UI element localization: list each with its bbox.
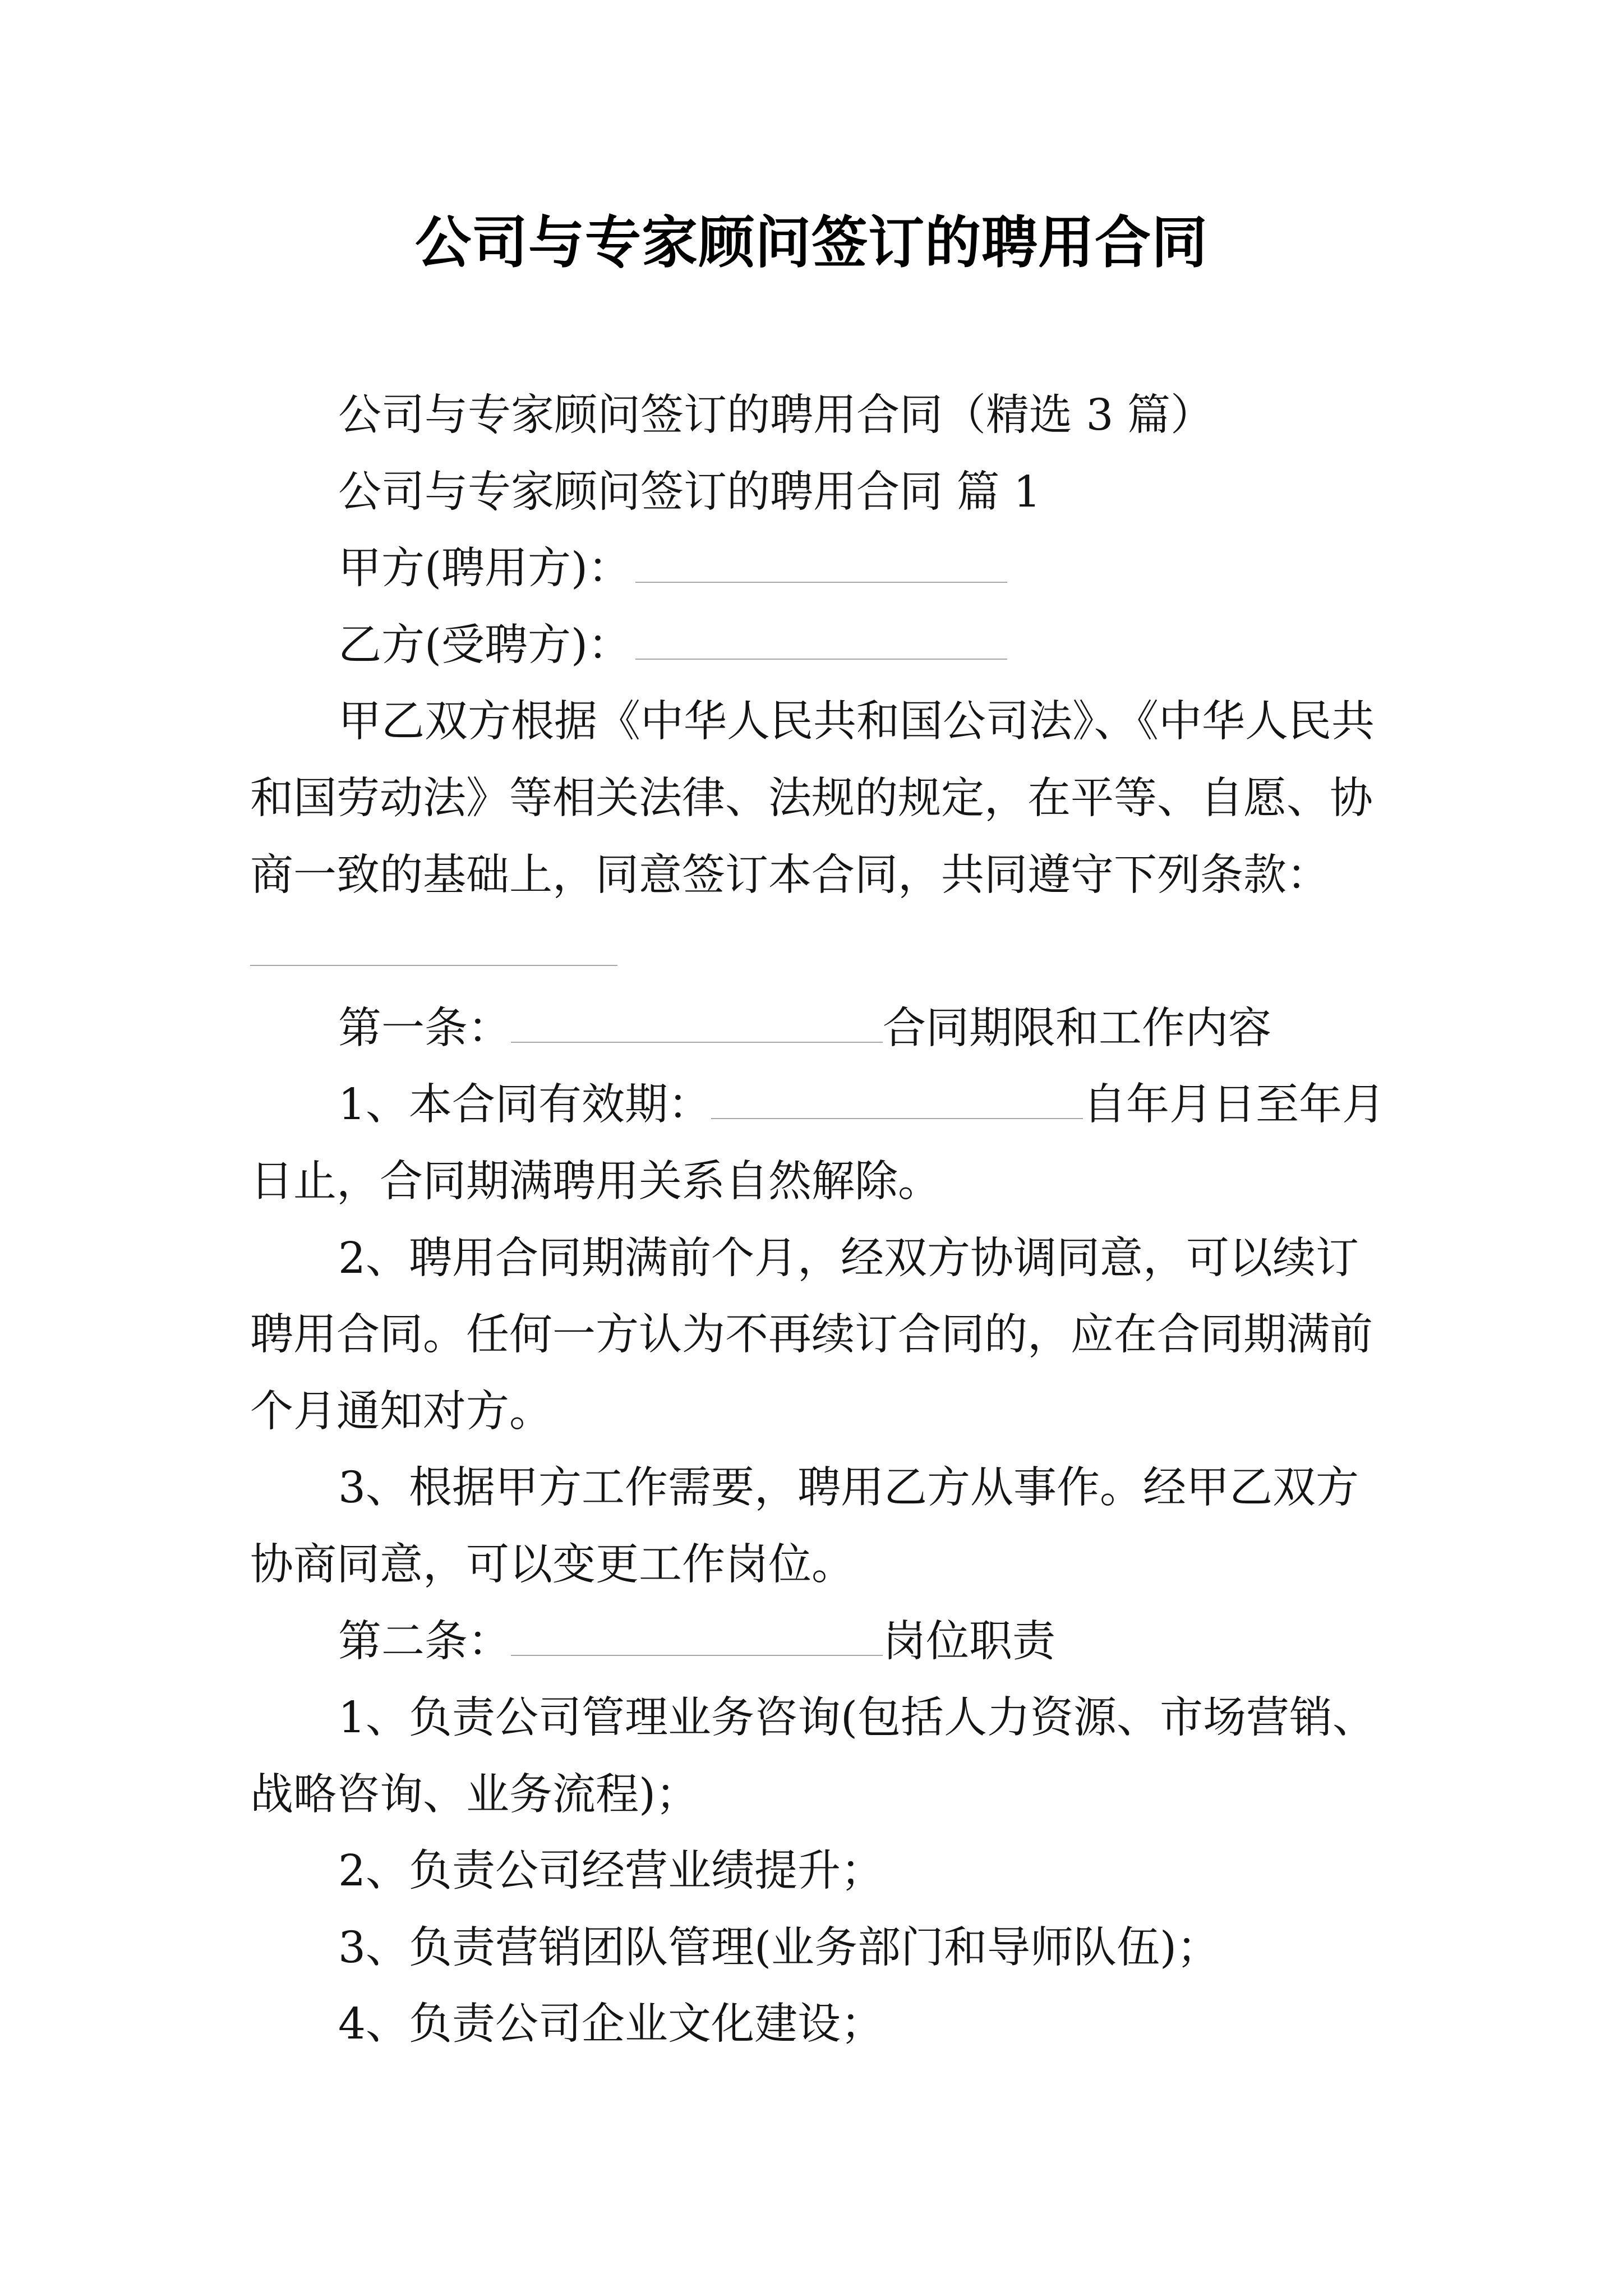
clause-1-continuation: 日止，合同期满聘用关系自然解除。 (250, 1156, 941, 1207)
party-a-line (250, 531, 1484, 608)
clause-2-line: 聘用合同。任何一方认为不再续订合同的，应在合同期满前 (250, 1310, 1373, 1360)
article-2-label: 第二条： (338, 1616, 511, 1667)
clause-1-line (250, 1067, 1484, 1144)
blank-underline (250, 964, 617, 966)
clause-3-line: 3、根据甲方工作需要，聘用乙方从事作。经甲乙双方 (338, 1463, 1359, 1513)
clause-3-line: 协商同意，可以变更工作岗位。 (250, 1539, 855, 1590)
clause-1-blank (711, 1117, 1083, 1119)
preamble-line: 甲乙双方根据《中华人民共和国公司法》、《中华人民共 (338, 697, 1375, 747)
document-body (250, 378, 1484, 2063)
article-1-title: 合同期限和工作内容 (883, 1003, 1271, 1053)
party-b-blank (635, 658, 1007, 660)
clause-2-line: 个月通知对方。 (250, 1386, 552, 1437)
party-a-label: 甲方(聘用方)： (338, 544, 631, 594)
article-1-blank (511, 1041, 883, 1043)
preamble-line: 商一致的基础上，同意签订本合同，共同遵守下列条款： (250, 850, 1330, 900)
separator-blank-line (250, 914, 1484, 991)
party-b-label: 乙方(受聘方)： (338, 620, 631, 670)
party-b-line (250, 608, 1484, 684)
duty-1-line: 战略咨询、业务流程)； (250, 1769, 699, 1820)
clause-1-lead: 1、本合同有效期： (338, 1080, 711, 1130)
duty-4-line: 4、负责公司企业文化建设； (338, 1999, 884, 2050)
collection-title: 公司与专家顾问签订的聘用合同（精选 3 篇） (338, 390, 1214, 440)
duty-2-line: 2、负责公司经营业绩提升； (338, 1846, 884, 1897)
clause-2-line: 2、聘用合同期满前个月，经双方协调同意，可以续订 (338, 1233, 1359, 1283)
preamble-line: 和国劳动法》等相关法律、法规的规定，在平等、自愿、协 (250, 773, 1373, 823)
article-2-heading (250, 1604, 1484, 1681)
contract-heading: 公司与专家顾问签订的聘用合同 篇 1 (338, 467, 1041, 517)
duty-3-line: 3、负责营销团队管理(业务部门和导师队伍)； (338, 1922, 1220, 1973)
duty-1-line: 1、负责公司管理业务咨询(包括人力资源、市场营销、 (338, 1693, 1376, 1743)
article-1-label: 第一条： (338, 1003, 511, 1053)
document-title: 公司与专家顾问签订的聘用合同 (415, 209, 1208, 275)
clause-1-tail: 自年月日至年月 (1083, 1080, 1385, 1130)
party-a-blank (635, 581, 1007, 583)
article-2-blank (511, 1654, 883, 1656)
article-1-heading (250, 991, 1484, 1068)
article-2-title: 岗位职责 (883, 1616, 1055, 1667)
